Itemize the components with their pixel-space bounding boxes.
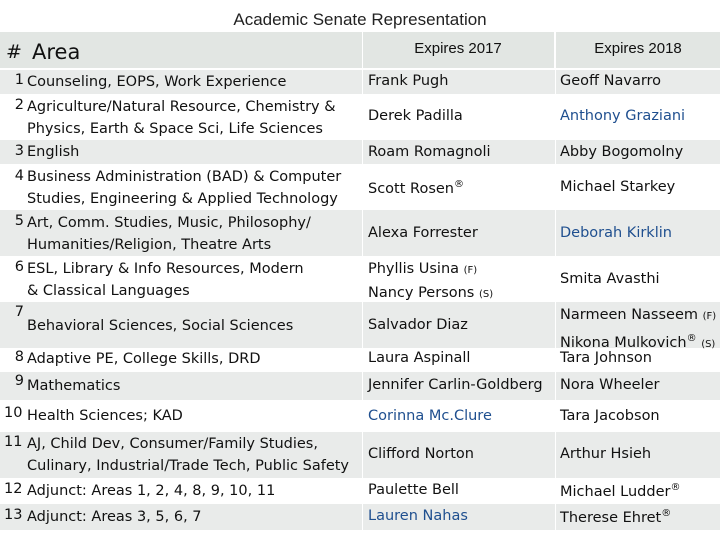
row-area: Adjunct: Areas 3, 5, 6, 7: [27, 509, 202, 525]
table-row: [0, 302, 720, 351]
term-tag: (S): [478, 289, 494, 300]
header-area: Area: [28, 32, 364, 68]
rep-2017: Salvador Diaz: [368, 317, 468, 333]
row-number: 11: [4, 434, 23, 450]
rep-2018: Nora Wheeler: [560, 377, 660, 393]
row-area: Adaptive PE, College Skills, DRD: [27, 351, 261, 367]
row-area: Adjunct: Areas 1, 2, 4, 8, 9, 10, 11: [27, 483, 276, 499]
rep-2018: Geoff Navarro: [560, 73, 662, 89]
row-number: 2: [14, 97, 24, 113]
term-tag: (F): [702, 311, 717, 322]
rep-2017: Laura Aspinall: [368, 350, 471, 366]
table-row: [0, 70, 720, 94]
row-area-line-2: Humanities/Religion, Theatre Arts: [27, 237, 272, 253]
registered-mark: ®: [670, 482, 681, 493]
table-row: [0, 400, 720, 432]
rep-name: Phyllis Usina: [368, 261, 460, 277]
rep-name: Narmeen Nasseem: [560, 307, 699, 323]
row-area-line-2: & Classical Languages: [27, 283, 190, 299]
row-area: [27, 212, 362, 256]
row-number: 5: [14, 213, 24, 229]
row-area-line-1: Business Administration (BAD) & Computer: [27, 169, 342, 185]
header-expires-2017: Expires 2017: [362, 32, 554, 68]
row-area-line-2: Physics, Earth & Space Sci, Life Sciences: [27, 121, 323, 137]
row-number: 3: [14, 143, 24, 159]
row-number: 10: [4, 405, 23, 421]
rep-2017: Lauren Nahas: [368, 508, 468, 524]
row-area: Counseling, EOPS, Work Experience: [27, 74, 287, 90]
rep-2017: Jennifer Carlin-Goldberg: [368, 377, 543, 393]
rep-2018: [560, 508, 720, 526]
table-row: [0, 164, 720, 210]
page-title: Academic Senate Representation: [233, 10, 487, 29]
row-area: [27, 258, 362, 302]
row-area: [27, 96, 362, 140]
rep-2017: Frank Pugh: [368, 73, 449, 89]
rep-2017: Derek Padilla: [368, 108, 463, 124]
rep-2018: Anthony Graziani: [560, 108, 686, 124]
row-number: 9: [14, 373, 24, 389]
column-divider: [362, 32, 363, 532]
header-expires-2018: Expires 2018: [556, 32, 720, 68]
table-row: [0, 256, 720, 302]
rep-name: Michael Ludder: [560, 483, 671, 500]
rep-2018: Tara Jacobson: [560, 408, 660, 424]
table-row: [0, 478, 720, 504]
row-area-line-1: AJ, Child Dev, Consumer/Family Studies,: [27, 436, 318, 452]
table-row: [0, 432, 720, 478]
rep-2017: [368, 258, 558, 306]
row-area-line-1: ESL, Library & Info Resources, Modern: [27, 261, 304, 277]
rep-2017: Paulette Bell: [368, 482, 459, 498]
registered-mark: ®: [661, 508, 672, 519]
registered-mark: ®: [686, 333, 697, 344]
rep-2018: Tara Johnson: [560, 350, 652, 366]
rep-2017: Corinna Mc.Clure: [368, 408, 492, 424]
table-row: [0, 348, 720, 372]
row-area: Mathematics: [27, 378, 121, 394]
rep-2017: Roam Romagnoli: [368, 144, 491, 160]
row-number: 6: [14, 259, 24, 275]
row-area: Health Sciences; KAD: [27, 408, 183, 424]
row-number: 8: [14, 349, 24, 365]
row-number: 4: [14, 168, 24, 184]
table-row: [0, 140, 720, 164]
column-divider: [555, 32, 556, 532]
rep-2017: Clifford Norton: [368, 446, 474, 462]
rep-2018: Deborah Kirklin: [560, 225, 672, 241]
table-row: [0, 94, 720, 140]
table-row: [0, 210, 720, 256]
registered-mark: ®: [454, 179, 464, 190]
rep-name-fall: [368, 258, 558, 282]
row-number: 12: [4, 481, 23, 497]
rep-2018: Michael Starkey: [560, 179, 676, 195]
table-row: [0, 504, 720, 530]
row-area: [27, 166, 362, 210]
row-area: [27, 433, 362, 477]
rep-2018: [560, 482, 720, 500]
row-area: English: [27, 144, 80, 160]
term-tag: (F): [463, 265, 478, 276]
row-area: Behavioral Sciences, Social Sciences: [27, 318, 294, 334]
rep-2018: Smita Avasthi: [560, 271, 660, 287]
row-area-line-2: Studies, Engineering & Applied Technology: [27, 191, 338, 207]
rep-name: Nancy Persons: [368, 285, 475, 301]
row-number: 7: [14, 304, 24, 320]
rep-2017: [368, 179, 558, 197]
rep-name-fall: [560, 304, 720, 328]
row-area-line-2: Culinary, Industrial/Trade Tech, Public Safety: [27, 458, 350, 474]
header-number: #: [0, 32, 34, 68]
row-area-line-1: Agriculture/Natural Resource, Chemistry &: [27, 99, 336, 115]
rep-name: Therese Ehret: [560, 509, 662, 526]
rep-2017: Alexa Forrester: [368, 225, 478, 241]
table-row: [0, 372, 720, 400]
rep-2018: Arthur Hsieh: [560, 446, 652, 462]
rep-name: Nikona Mulkovich: [560, 334, 687, 351]
term-tag: (S): [701, 338, 716, 350]
row-area-line-1: Art, Comm. Studies, Music, Philosophy/: [27, 215, 311, 231]
row-number: 1: [14, 72, 24, 88]
rep-2018: Abby Bogomolny: [560, 144, 684, 160]
row-number: 13: [4, 507, 23, 523]
rep-name: Scott Rosen: [368, 180, 454, 197]
